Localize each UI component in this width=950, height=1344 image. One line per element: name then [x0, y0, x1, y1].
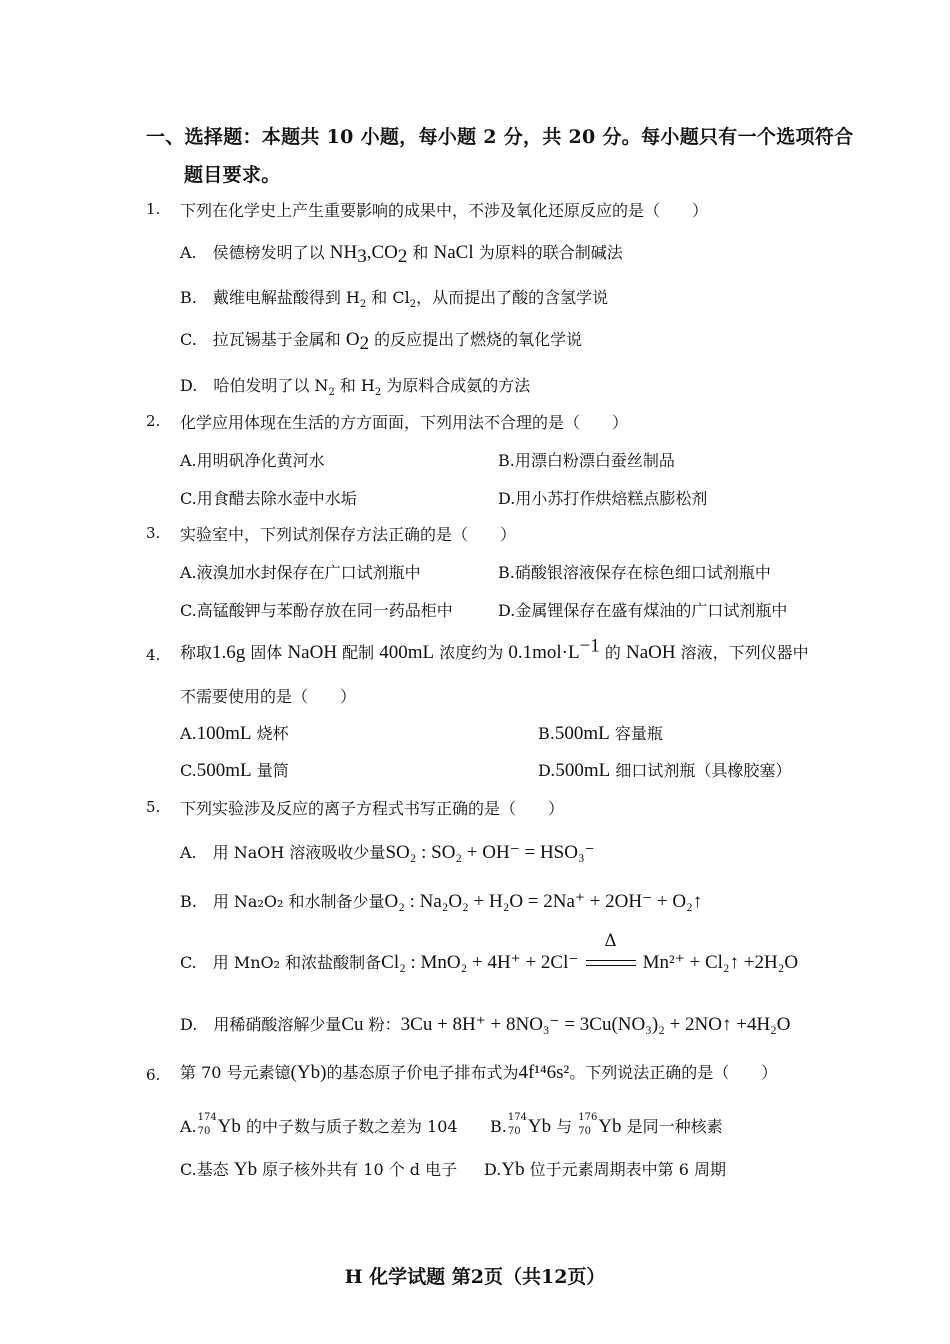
q1-number: 1.: [146, 200, 161, 218]
q1-stem: 下列在化学史上产生重要影响的成果中，不涉及氧化还原反应的是（ ）: [180, 201, 709, 220]
q3-option-c: C.高锰酸钾与苯酚存放在同一药品柜中: [180, 601, 453, 620]
q5-number: 5.: [146, 798, 161, 816]
q6-option-c: C.基态 Yb 原子核外共有 10 个 d 电子: [180, 1159, 458, 1180]
q4-stem-cont: 不需要使用的是（ ）: [180, 687, 357, 706]
q5-b-equation: O₂ : Na₂O₂ + H₂O = 2Na⁺ + 2OH⁻ + O₂↑: [384, 891, 703, 912]
q3-number: 3.: [146, 524, 161, 542]
q3-option-a: A.液溴加水封保存在广口试剂瓶中: [180, 563, 421, 582]
q2-number: 2.: [146, 412, 161, 430]
q6-option-b: B. 174 70 Yb 与 176 70 Yb 是同一种核素: [490, 1111, 723, 1137]
q5-c-equation-right: Mn²⁺ + Cl₂↑ +2H₂O: [642, 952, 799, 973]
q5-option-b: B. 用 Na₂O₂ 和水制备少量O₂ : Na₂O₂ + H₂O = 2Na⁺ + 2OH⁻ + O₂↑: [180, 891, 703, 912]
section-heading: 一、选择题：本题共 10 小题，每小题 2 分，共 20 分。每小题只有一个选项符合: [146, 126, 854, 148]
q2-stem: 化学应用体现在生活的方方面面，下列用法不合理的是（ ）: [180, 413, 629, 432]
q5-d-equation: 3Cu + 8H⁺ + 8NO₃⁻ = 3Cu(NO₃)₂ + 2NO↑ +4H₂O: [400, 1014, 791, 1035]
q6-option-d: D.Yb 位于元素周期表中第 6 周期: [484, 1159, 727, 1180]
q6-option-a: A. 174 70 Yb 的中子数与质子数之差为 104: [180, 1111, 458, 1137]
q5-a-equation: SO₂ : SO₂ + OH⁻ = HSO₃⁻: [385, 842, 595, 863]
q3-option-d: D.金属锂保存在盛有煤油的广口试剂瓶中: [498, 601, 788, 620]
q5-stem: 下列实验涉及反应的离子方程式书写正确的是（ ）: [180, 799, 565, 818]
nuclide-notation: 174 70: [507, 1111, 527, 1137]
q4-option-a: A.100mL 烧杯: [180, 723, 289, 744]
q4-number: 4.: [146, 646, 161, 664]
q4-option-d: D.500mL 细口试剂瓶（具橡胶塞）: [538, 760, 792, 781]
q5-option-a: A. 用 NaOH 溶液吸收少量SO₂ : SO₂ + OH⁻ = HSO₃⁻: [180, 842, 595, 863]
q3-stem: 实验室中，下列试剂保存方法正确的是（ ）: [180, 525, 517, 544]
q1-option-a: A. 侯德榜发明了以 $NH_3,CO_2$ 和 NaCl 为原料的联合制碱法: [180, 242, 623, 268]
q1-option-d: D. 哈伯发明了以 $N_2$ 和 $H_2$ 为原料合成氨的方法: [180, 376, 531, 399]
q6-stem: 第 70 号元素镱(Yb)的基态原子价电子排布式为4f¹⁴6s²。下列说法正确的是（ ）: [180, 1062, 778, 1083]
q2-option-c: C.用食醋去除水壶中水垢: [180, 489, 357, 508]
q6-number: 6.: [146, 1066, 161, 1084]
nuclide-notation: 174 70: [197, 1111, 217, 1137]
page-footer: H 化学试题 第2页（共12页）: [344, 1266, 606, 1288]
q2-option-a: A.用明矾净化黄河水: [180, 451, 325, 470]
q4-option-b: B.500mL 容量瓶: [538, 723, 663, 744]
q1-option-b: B. 戴维电解盐酸得到 $H_2$ 和 $Cl_2$，从而提出了酸的含氢学说: [180, 288, 609, 311]
q4-stem: 称取1.6g 固体 NaOH 配制 400mL 浓度约为 $0.1mol\cdot L^{-1}$ 的 NaOH 溶液，下列仪器中: [180, 635, 809, 663]
heat-equals-sign: Δ: [584, 957, 638, 971]
q1-option-c: C. 拉瓦锡基于金属和 $O_2$ 的反应提出了燃烧的氧化学说: [180, 329, 583, 355]
q2-option-b: B.用漂白粉漂白蚕丝制品: [498, 451, 675, 470]
q3-option-b: B.硝酸银溶液保存在棕色细口试剂瓶中: [498, 563, 771, 582]
q5-c-equation-left: Cl₂ : MnO₂ + 4H⁺ + 2Cl⁻: [381, 952, 579, 973]
q4-option-c: C.500mL 量筒: [180, 760, 289, 781]
q2-option-d: D.用小苏打作烘焙糕点膨松剂: [498, 489, 708, 508]
q5-option-d: D. 用稀硝酸溶解少量Cu 粉：3Cu + 8H⁺ + 8NO₃⁻ = 3Cu(NO₃)₂ + 2NO↑ +4H₂O: [180, 1014, 791, 1035]
q5-option-c: C. 用 MnO₂ 和浓盐酸制备Cl₂ : MnO₂ + 4H⁺ + 2Cl⁻ Δ Mn²⁺ + Cl₂↑ +2H₂O: [180, 930, 799, 973]
section-heading-cont: 题目要求。: [184, 164, 281, 186]
nuclide-notation: 176 70: [578, 1111, 598, 1137]
